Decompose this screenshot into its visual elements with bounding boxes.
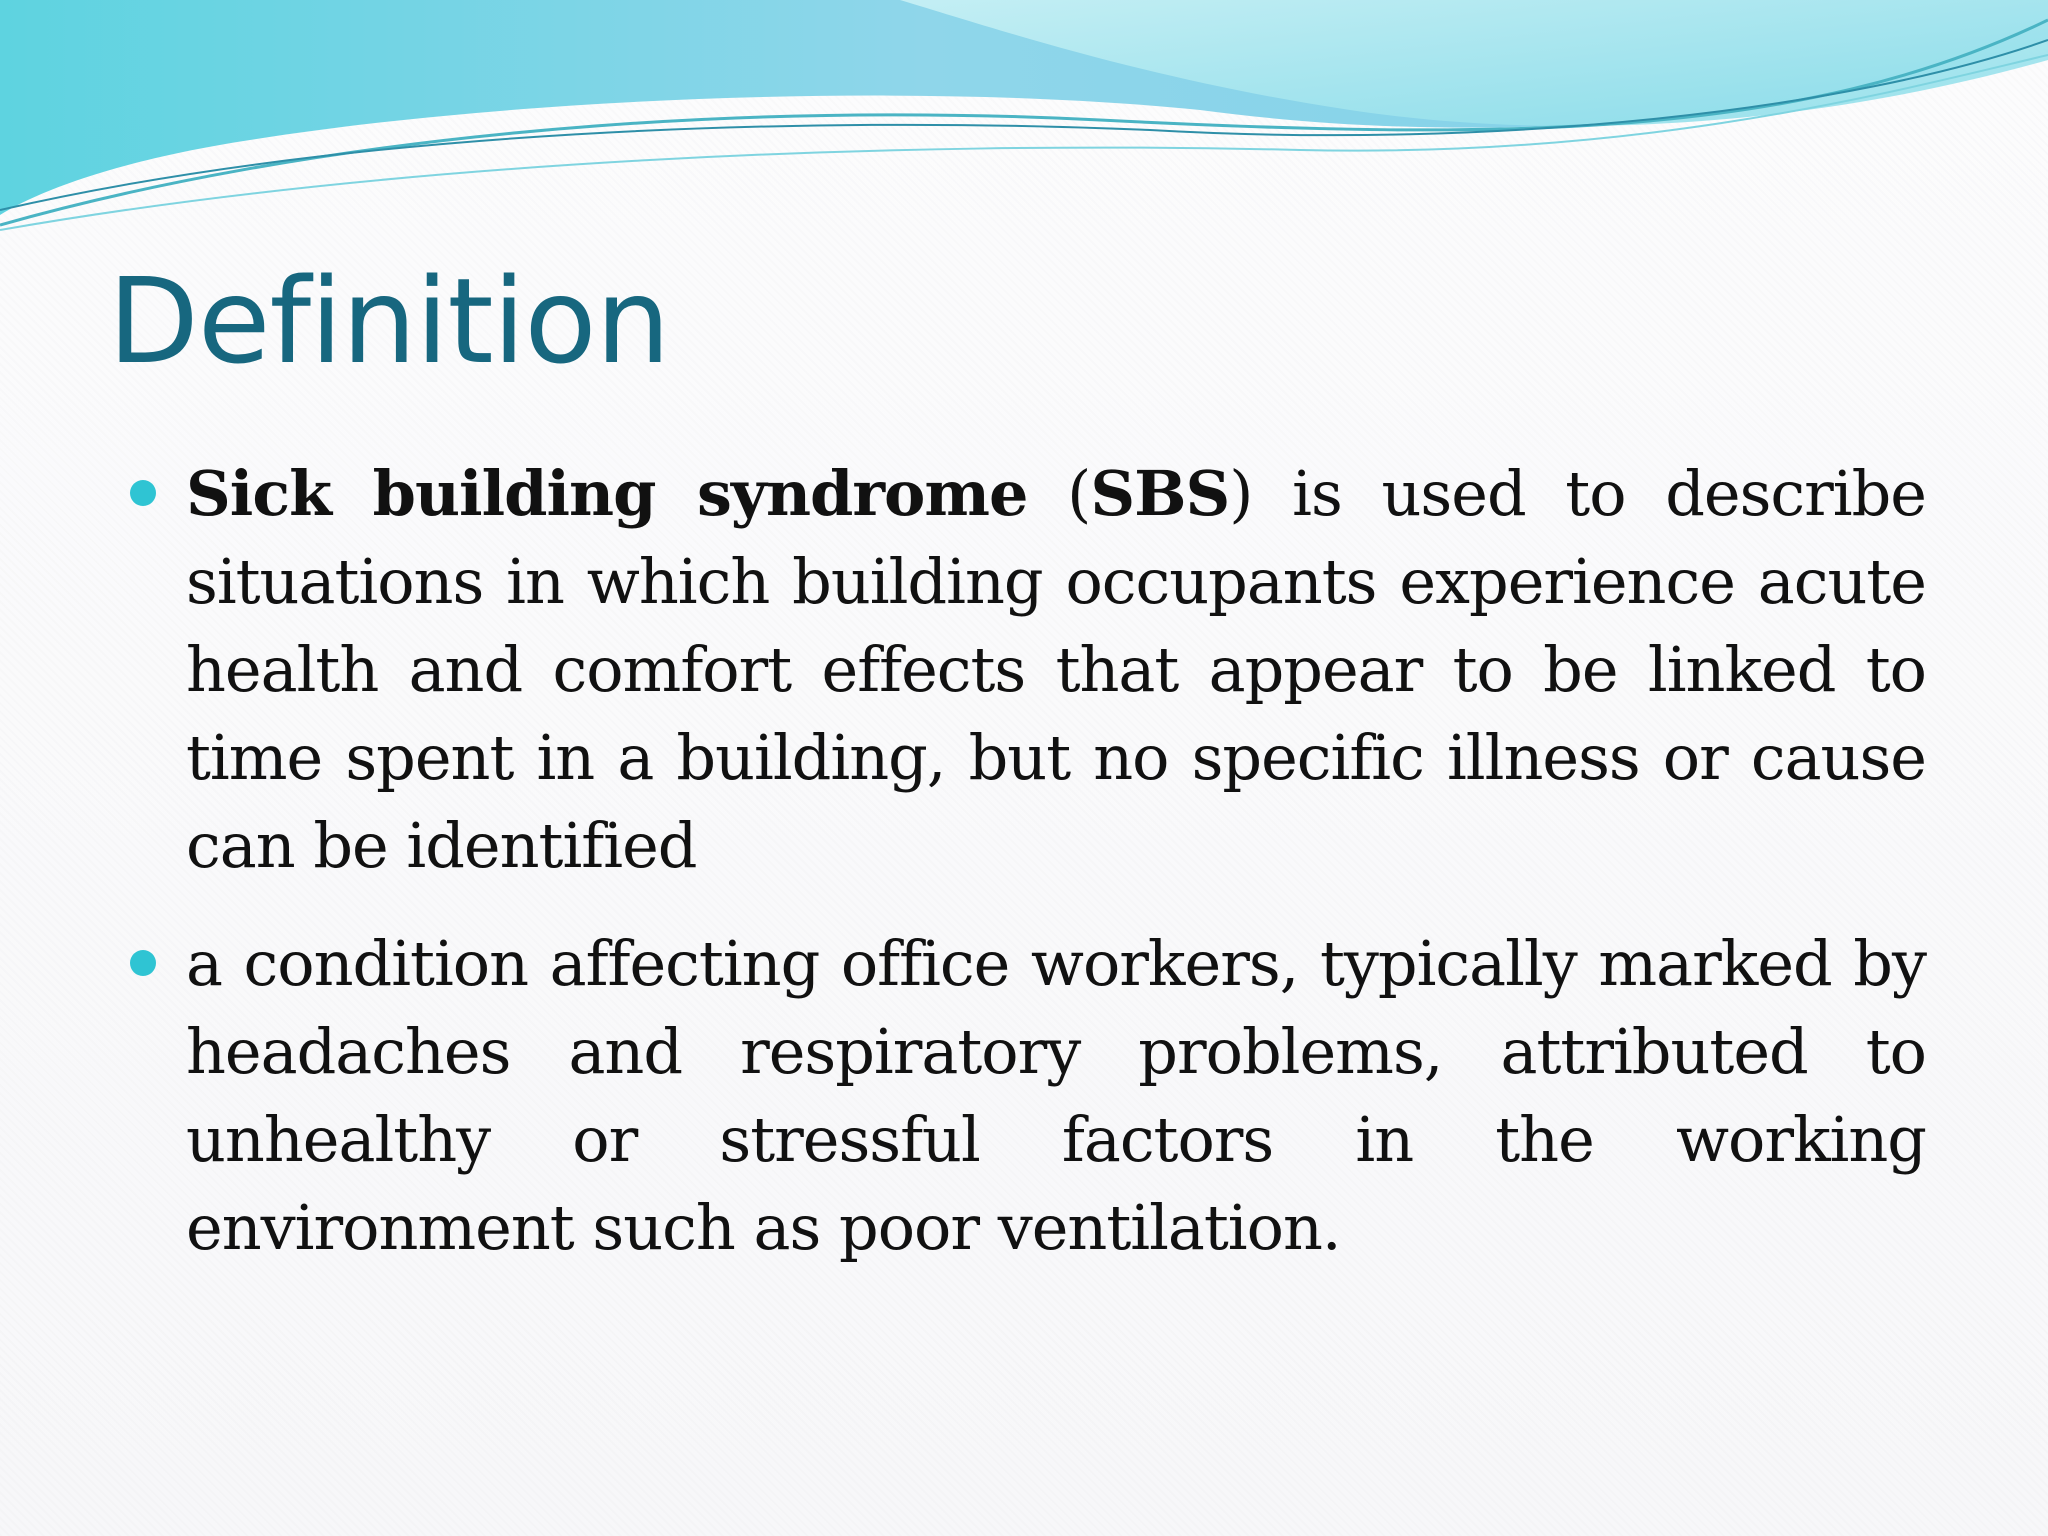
open-paren: ( [1067, 457, 1091, 530]
term-bold: Sick building syndrome [186, 457, 1028, 530]
bullet-dot-icon [130, 950, 156, 976]
bullet-dot-icon [130, 480, 156, 506]
bullet-item-2 [128, 920, 1926, 1272]
abbr-bold: SBS [1090, 457, 1230, 530]
slide-title: Definition [108, 252, 670, 390]
header-wave-decoration [0, 0, 2048, 240]
bullet-1-body: is used to describe situations in which building occupants experience acute health and comfort effects that appear to be linked to time spent in a building, but no specific illness or cause can be identified [186, 457, 1927, 882]
bullet-list [128, 450, 1926, 1302]
bullet-text-2: a condition affecting office workers, typically marked by headaches and respiratory problems, attributed to unhealthy or stressful factors in the working environment such as poor ventilation. [186, 927, 1926, 1264]
close-paren: ) [1229, 457, 1253, 530]
bullet-text-1 [186, 450, 1926, 890]
bullet-item-1 [128, 450, 1926, 890]
